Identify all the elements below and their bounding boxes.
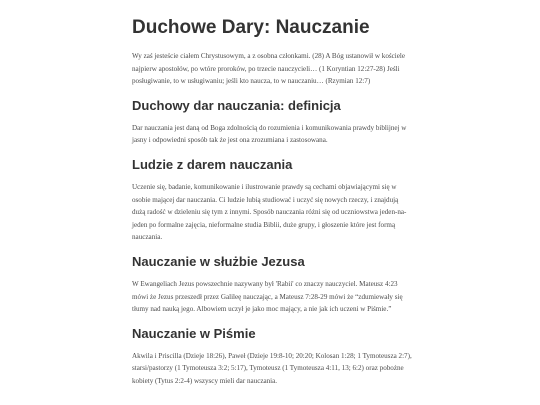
section-heading-jesus: Nauczanie w służbie Jezusa xyxy=(132,253,305,269)
section-text-people: Uczenie się, badanie, komunikowanie i ilustrowanie prawdy są cechami objawiającymi się w osobie mającej dar nauczania. Ci ludzie lubią studiować i uczyć się nowych rzeczy, i znajdują dużą radość w dzieleniu się tym z innymi. Sposób nauczania różni się od uczniowstwa jeden-na-jeden po formalne zajęcia, nieformalne studia Biblii, duże grupy, i głoszenie które jest formą nauczania. xyxy=(132,182,407,242)
intro-paragraph: Wy zaś jesteście ciałem Chrystusowym, a z osobna członkami. (28) A Bóg ustanowił w kościele najpierw apostołów, po wtóre proroków, po trzecie nauczycieli… (1 Koryntian 12:27-28) Jeśli posługiwanie, to w usługiwaniu; jeśli kto naucza, to w nauczaniu… (Rzymian 12:7) xyxy=(132,52,406,86)
section-heading-people: Ludzie z darem nauczania xyxy=(132,156,293,172)
page-title: Duchowe Dary: Nauczanie xyxy=(132,17,370,38)
section-heading-definition: Duchowy dar nauczania: definicja xyxy=(132,97,341,113)
section-text-definition: Dar nauczania jest daną od Boga zdolnością do rozumienia i komunikowania prawdy biblijnej w jasny i odpowiedni sposób tak że jest ona zrozumiana i zastosowana. xyxy=(132,123,407,145)
section-heading-scripture: Nauczanie w Piśmie xyxy=(132,325,256,341)
section-text-scripture: Akwila i Priscilla (Dzieje 18:26), Paweł (Dzieje 19:8-10; 20:20; Kolosan 1:28; 1 Tymoteusza 2:7), starsi/pastorzy (1 Tymoteusza 3:2; 5:17), Tymoteusz (1 Tymoteusza 4:11, 13; 6:2) oraz pobożne kobiety (Tytus 2:2-4) wszyscy mieli dar nauczania. xyxy=(132,351,412,385)
section-text-jesus: W Ewangeliach Jezus powszechnie nazywany był 'Rabii' co znaczy nauczyciel. Mateusz 4:23 mówi że Jezus przeszedł przez Galileę nauczając, a Mateusz 7:28-29 mówi że “zdumiewały się tłumy nad nauką jego. Albowiem uczył je jako moc mający, a nie jak ich uczeni w Piśmie.” xyxy=(132,279,403,314)
article xyxy=(132,12,412,388)
